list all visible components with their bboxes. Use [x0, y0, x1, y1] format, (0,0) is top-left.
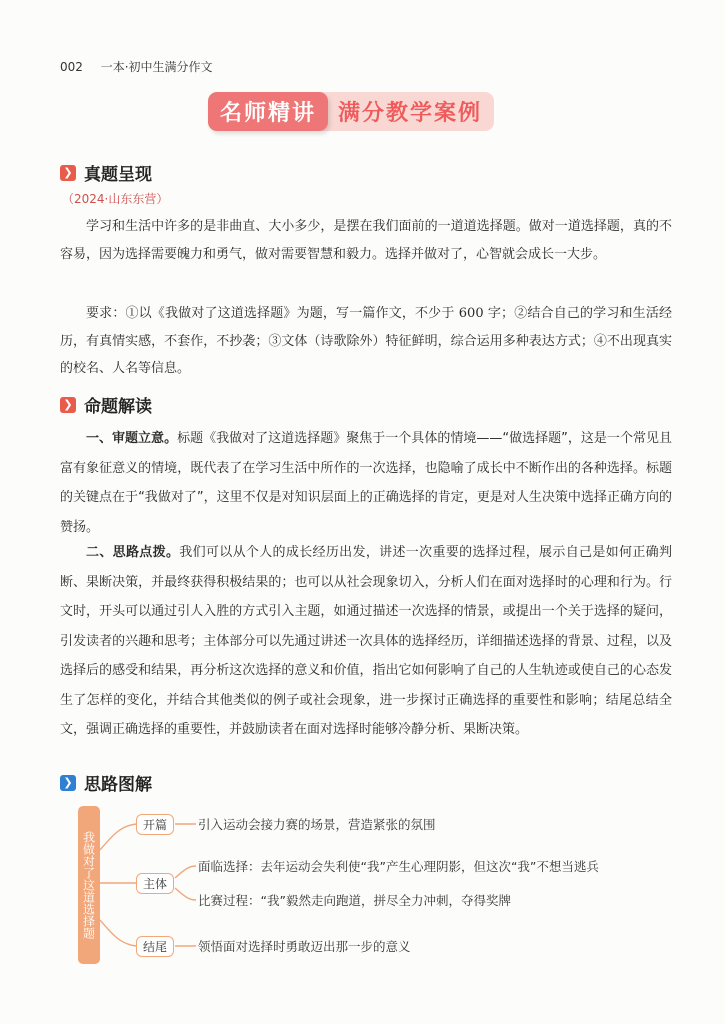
- exam-requirements: 要求：①以《我做对了这道选择题》为题，写一篇作文，不少于 600 字；②结合自己的学习和生活经历，有真情实感，不套作，不抄袭；③文体（诗歌除外）特征鲜明，综合运用多种表达方式；④不出现真实的校名、人名等信息。: [60, 306, 672, 376]
- mindmap-root: 我做对了这道选择题: [78, 806, 100, 964]
- section-title-exam: ❯ 真题呈现: [60, 160, 152, 185]
- analysis-lead-1: 一、审题立意。: [86, 431, 178, 446]
- chevron-right-icon: ❯: [60, 397, 76, 413]
- mindmap-item-body-2: 比赛过程：“我”毅然走向跑道，拼尽全力冲刺，夺得奖牌: [198, 893, 511, 908]
- mindmap-branch-body: 主体: [136, 873, 174, 894]
- analysis-paragraph-2: 二、思路点拨。我们可以从个人的成长经历出发，讲述一次重要的选择过程，展示自己是如何正确判断、果断决策，并最终获得积极结果的；也可以从社会现象切入，分析人们在面对选择时的心理和行为。行文时，开头可以通过引人入胜的方式引入主题，如通过描述一次选择的情景，或提出一个关于选择的疑问，引发读者的兴趣和思考；主体部分可以先通过讲述一次具体的选择经历，详细描述选择的背景、过程，以及选择后的感受和结果，再分析这次选择的意义和价值，指出它如何影响了自己的人生轨迹或使自己的心态发生了怎样的变化，并结合其他类似的例子或社会现象，进一步探讨正确选择的重要性和影响；结尾总结全文，强调正确选择的重要性，并鼓励读者在面对选择时能够冷静分析、果断决策。: [60, 545, 672, 737]
- chevron-right-icon: ❯: [60, 775, 76, 791]
- chevron-right-icon: ❯: [60, 165, 76, 181]
- analysis-paragraph-1: 一、审题立意。标题《我做对了这道选择题》聚焦于一个具体的情境——“做选择题”，这是一个常见且富有象征意义的情境，既代表了在学习生活中所作的一次选择，也隐喻了成长中不断作出的各种选择。标题的关键点在于“我做对了”，这里不仅是对知识层面上的正确选择的肯定，更是对人生决策中选择正确方向的赞扬。: [60, 431, 672, 535]
- book-title: 一本·初中生满分作文: [100, 60, 213, 74]
- mindmap-item-body-1: 面临选择：去年运动会失利使“我”产生心理阴影，但这次“我”不想当逃兵: [198, 859, 599, 874]
- section-title-analysis: ❯ 命题解读: [60, 392, 152, 417]
- mindmap-branch-opening: 开篇: [136, 814, 174, 835]
- mindmap-item-opening: 引入运动会接力赛的场景，营造紧张的氛围: [198, 817, 436, 832]
- exam-prompt: 学习和生活中许多的是非曲直、大小多少，是摆在我们面前的一道道选择题。做对一道选择题，真的不容易，因为选择需要魄力和勇气，做对需要智慧和毅力。选择并做对了，心智就会成长一大步。: [60, 219, 672, 262]
- banner-left: 名师精讲: [208, 92, 328, 131]
- exam-source: （2024·山东东营）: [62, 192, 169, 206]
- page-number: 002: [60, 60, 83, 74]
- mindmap-item-ending: 领悟面对选择时勇敢迈出那一步的意义: [198, 939, 411, 954]
- banner-right: 满分教学案例: [320, 92, 494, 131]
- section-title-mindmap: ❯ 思路图解: [60, 770, 152, 795]
- mindmap-branch-ending: 结尾: [136, 936, 174, 957]
- analysis-lead-2: 二、思路点拨。: [86, 545, 180, 560]
